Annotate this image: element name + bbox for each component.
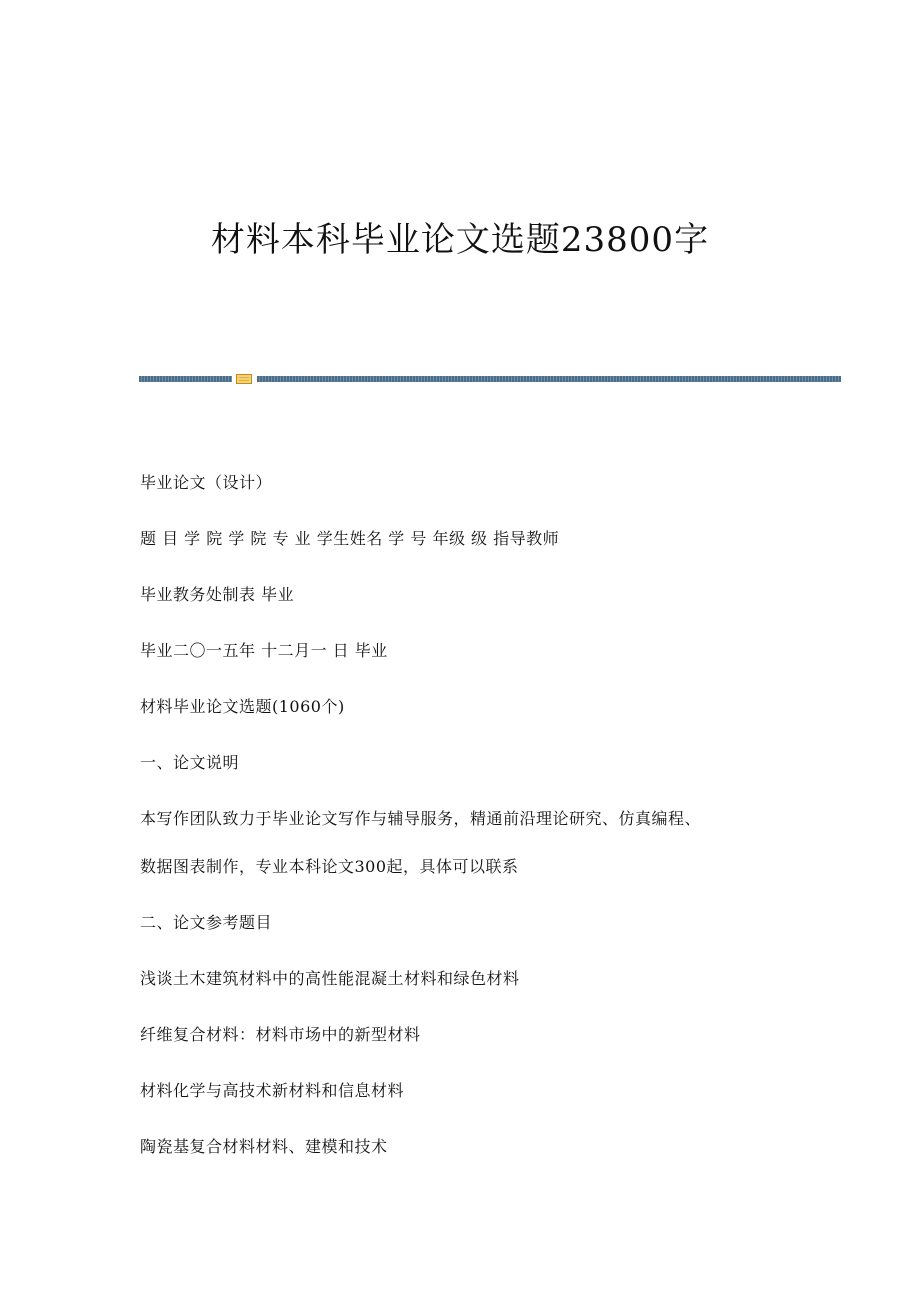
section-heading-description: 一、论文说明 bbox=[140, 753, 240, 772]
document-line-office: 毕业教务处制表 毕业 bbox=[140, 585, 295, 604]
document-line-thesis-design: 毕业论文（设计） bbox=[140, 473, 273, 492]
document-line-topics-heading: 材料毕业论文选题(1060个) bbox=[140, 697, 345, 716]
topic-item: 纤维复合材料：材料市场中的新型材料 bbox=[140, 1025, 421, 1044]
document-line-date: 毕业二〇一五年 十二月一 日 毕业 bbox=[140, 641, 388, 660]
document-title: 材料本科毕业论文选题23800字 bbox=[210, 220, 710, 260]
divider-bar-left bbox=[139, 376, 232, 382]
document-line-cover-fields: 题 目 学 院 学 院 专 业 学生姓名 学 号 年级 级 指导教师 bbox=[140, 529, 560, 548]
topic-item: 浅谈土木建筑材料中的高性能混凝土材料和绿色材料 bbox=[140, 969, 520, 988]
title-divider bbox=[139, 374, 841, 384]
topic-item: 陶瓷基复合材料材料、建模和技术 bbox=[140, 1137, 388, 1156]
divider-bar-right bbox=[257, 376, 841, 382]
paragraph-line-1: 本写作团队致力于毕业论文写作与辅导服务，精通前沿理论研究、仿真编程、 bbox=[140, 809, 702, 828]
paragraph-line-2: 数据图表制作，专业本科论文300起，具体可以联系 bbox=[140, 857, 519, 876]
ornament-icon bbox=[236, 374, 252, 384]
section-heading-topics: 二、论文参考题目 bbox=[140, 913, 273, 932]
topic-item: 材料化学与高技术新材料和信息材料 bbox=[140, 1081, 405, 1100]
